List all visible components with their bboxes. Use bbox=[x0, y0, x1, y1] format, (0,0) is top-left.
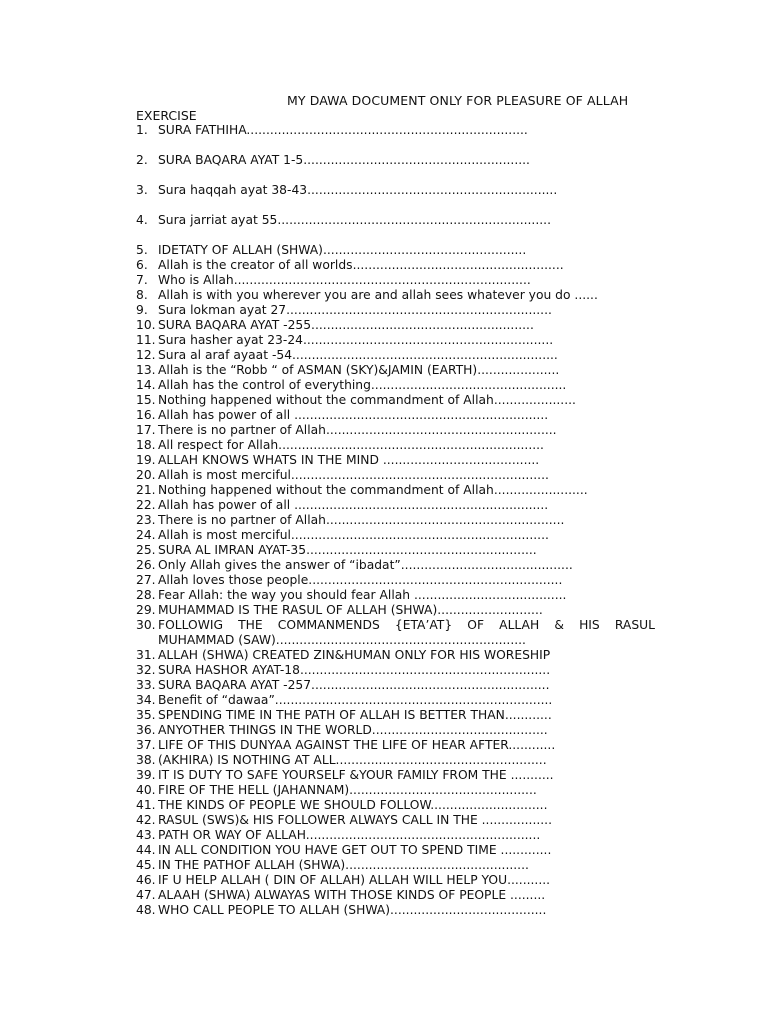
list-item bbox=[136, 798, 547, 813]
item-number: 5. bbox=[136, 243, 148, 257]
list-item bbox=[136, 573, 562, 588]
item-text: Allah is most merciful.................................................................. bbox=[158, 528, 549, 542]
item-number: 26. bbox=[136, 558, 156, 572]
item-text: Sura haqqah ayat 38-43................................................................ bbox=[158, 183, 558, 197]
item-number: 6. bbox=[136, 258, 148, 272]
item-text-continuation: MUHAMMAD (SAW)................................................................ bbox=[158, 633, 526, 647]
item-number: 15. bbox=[136, 393, 156, 407]
item-text: ALLAH (SHWA) CREATED ZIN&HUMAN ONLY FOR HIS WORESHIP bbox=[158, 648, 551, 662]
item-text: IF U HELP ALLAH ( DIN OF ALLAH) ALLAH WILL HELP YOU........... bbox=[158, 873, 551, 887]
item-text: LIFE OF THIS DUNYAA AGAINST THE LIFE OF HEAR AFTER............ bbox=[158, 738, 556, 752]
list-item bbox=[136, 603, 543, 618]
item-number: 28. bbox=[136, 588, 156, 602]
item-number: 7. bbox=[136, 273, 148, 287]
item-text: RASUL (SWS)& HIS FOLLOWER ALWAYS CALL IN THE .................. bbox=[158, 813, 552, 827]
item-text: Only Allah gives the answer of “ibadat”............................................ bbox=[158, 558, 573, 572]
item-text: IT IS DUTY TO SAFE YOURSELF &YOUR FAMILY FROM THE ........... bbox=[158, 768, 554, 782]
list-item bbox=[136, 243, 526, 258]
item-text: Allah is the “Robb “ of ASMAN (SKY)&JAMIN (EARTH)..................... bbox=[158, 363, 560, 377]
item-number: 30. bbox=[136, 618, 156, 632]
list-item bbox=[136, 378, 566, 393]
item-number: 14. bbox=[136, 378, 156, 392]
list-item bbox=[136, 828, 540, 843]
item-number: 8. bbox=[136, 288, 148, 302]
item-number: 20. bbox=[136, 468, 156, 482]
item-text: Allah has the control of everything.................................................. bbox=[158, 378, 567, 392]
item-text: FOLLOWIG THE COMMANMENDS {ETA’AT} OF ALLAH & HIS RASUL bbox=[158, 618, 655, 632]
list-item bbox=[136, 843, 551, 858]
list-item bbox=[136, 663, 550, 678]
item-text: Nothing happened without the commandment of Allah..................... bbox=[158, 393, 576, 407]
item-text: Allah has power of all ................................................................. bbox=[158, 408, 549, 422]
list-item bbox=[136, 453, 539, 468]
item-text: SURA BAQARA AYAT -255......................................................... bbox=[158, 318, 534, 332]
section-heading: EXERCISE bbox=[136, 108, 197, 123]
item-text: SURA BAQARA AYAT -257............................................................. bbox=[158, 678, 550, 692]
list-item bbox=[136, 513, 564, 528]
item-number: 47. bbox=[136, 888, 156, 902]
item-text: ALLAH KNOWS WHATS IN THE MIND ........................................ bbox=[158, 453, 540, 467]
item-number: 46. bbox=[136, 873, 156, 887]
item-number: 25. bbox=[136, 543, 156, 557]
item-number: 39. bbox=[136, 768, 156, 782]
item-number: 45. bbox=[136, 858, 156, 872]
list-item bbox=[136, 393, 576, 408]
list-item bbox=[136, 213, 551, 228]
list-item bbox=[136, 768, 554, 783]
list-item bbox=[136, 288, 598, 303]
item-text: IN THE PATHOF ALLAH (SHWA)............................................... bbox=[158, 858, 529, 872]
list-item bbox=[136, 723, 548, 738]
item-number: 10. bbox=[136, 318, 156, 332]
item-number: 17. bbox=[136, 423, 156, 437]
list-item bbox=[136, 558, 573, 573]
item-number: 9. bbox=[136, 303, 148, 317]
item-number: 24. bbox=[136, 528, 156, 542]
item-text: ALAAH (SHWA) ALWAYAS WITH THOSE KINDS OF PEOPLE ......... bbox=[158, 888, 546, 902]
item-number: 32. bbox=[136, 663, 156, 677]
item-number: 4. bbox=[136, 213, 148, 227]
item-text: ANYOTHER THINGS IN THE WORLD............................................. bbox=[158, 723, 548, 737]
item-text: SURA HASHOR AYAT-18................................................................ bbox=[158, 663, 551, 677]
item-text: Allah is with you wherever you are and allah sees whatever you do ...... bbox=[158, 288, 598, 302]
item-number: 22. bbox=[136, 498, 156, 512]
list-item bbox=[136, 363, 559, 378]
document-title: MY DAWA DOCUMENT ONLY FOR PLEASURE OF ALLAH bbox=[287, 93, 629, 108]
list-item bbox=[136, 468, 549, 483]
item-number: 33. bbox=[136, 678, 156, 692]
item-number: 2. bbox=[136, 153, 148, 167]
item-number: 27. bbox=[136, 573, 156, 587]
list-item bbox=[136, 423, 557, 438]
item-number: 37. bbox=[136, 738, 156, 752]
item-text: Allah is the creator of all worlds...................................................... bbox=[158, 258, 564, 272]
item-text: Sura al araf ayaat -54.................................................................... bbox=[158, 348, 558, 362]
list-item bbox=[136, 183, 557, 198]
list-item bbox=[136, 123, 528, 138]
item-text: Allah is most merciful.................................................................. bbox=[158, 468, 549, 482]
item-text: Who is Allah............................................................................ bbox=[158, 273, 531, 287]
item-text: IN ALL CONDITION YOU HAVE GET OUT TO SPEND TIME ............. bbox=[158, 843, 552, 857]
list-item bbox=[136, 648, 550, 663]
item-text: Fear Allah: the way you should fear Allah ....................................... bbox=[158, 588, 567, 602]
list-item bbox=[136, 753, 547, 768]
item-text: SPENDING TIME IN THE PATH OF ALLAH IS BETTER THAN............ bbox=[158, 708, 552, 722]
list-item bbox=[136, 348, 558, 363]
item-number: 3. bbox=[136, 183, 148, 197]
list-item bbox=[136, 618, 656, 648]
item-text: THE KINDS OF PEOPLE WE SHOULD FOLLOW.............................. bbox=[158, 798, 548, 812]
item-number: 36. bbox=[136, 723, 156, 737]
item-text: Nothing happened without the commandment of Allah........................ bbox=[158, 483, 588, 497]
list-item bbox=[136, 483, 588, 498]
item-number: 34. bbox=[136, 693, 156, 707]
list-item bbox=[136, 888, 545, 903]
item-text: WHO CALL PEOPLE TO ALLAH (SHWA)........................................ bbox=[158, 903, 547, 917]
item-text: Sura hasher ayat 23-24................................................................ bbox=[158, 333, 554, 347]
item-text: All respect for Allah.................................................................... bbox=[158, 438, 544, 452]
item-number: 31. bbox=[136, 648, 156, 662]
list-item bbox=[136, 318, 534, 333]
list-item bbox=[136, 153, 530, 168]
list-item bbox=[136, 438, 544, 453]
item-text: Allah loves those people................................................................. bbox=[158, 573, 563, 587]
item-number: 11. bbox=[136, 333, 156, 347]
list-item bbox=[136, 708, 552, 723]
item-number: 16. bbox=[136, 408, 156, 422]
item-text: FIRE OF THE HELL (JAHANNAM)................................................ bbox=[158, 783, 537, 797]
item-number: 38. bbox=[136, 753, 156, 767]
item-number: 42. bbox=[136, 813, 156, 827]
item-number: 40. bbox=[136, 783, 156, 797]
item-number: 48. bbox=[136, 903, 156, 917]
list-item bbox=[136, 528, 549, 543]
item-number: 12. bbox=[136, 348, 156, 362]
item-text: There is no partner of Allah........................................................... bbox=[158, 423, 557, 437]
list-item bbox=[136, 813, 552, 828]
item-text: SURA AL IMRAN AYAT-35........................................................... bbox=[158, 543, 537, 557]
item-text: Benefit of “dawaa”....................................................................... bbox=[158, 693, 553, 707]
item-number: 35. bbox=[136, 708, 156, 722]
item-text: PATH OR WAY OF ALLAH............................................................ bbox=[158, 828, 541, 842]
list-item bbox=[136, 543, 537, 558]
item-text: Sura jarriat ayat 55...................................................................... bbox=[158, 213, 551, 227]
list-item bbox=[136, 903, 546, 918]
list-item bbox=[136, 333, 553, 348]
list-item bbox=[136, 693, 552, 708]
item-text: Allah has power of all ................................................................. bbox=[158, 498, 549, 512]
item-text: SURA BAQARA AYAT 1-5.......................................................... bbox=[158, 153, 530, 167]
item-text: IDETATY OF ALLAH (SHWA).................................................... bbox=[158, 243, 527, 257]
list-item bbox=[136, 738, 555, 753]
list-item bbox=[136, 258, 564, 273]
item-text: There is no partner of Allah............................................................. bbox=[158, 513, 565, 527]
item-number: 1. bbox=[136, 123, 148, 137]
item-number: 18. bbox=[136, 438, 156, 452]
item-number: 29. bbox=[136, 603, 156, 617]
list-item bbox=[136, 588, 566, 603]
item-number: 19. bbox=[136, 453, 156, 467]
list-item bbox=[136, 303, 552, 318]
item-text: SURA FATHIHA........................................................................ bbox=[158, 123, 528, 137]
list-item bbox=[136, 873, 550, 888]
item-number: 21. bbox=[136, 483, 156, 497]
item-number: 13. bbox=[136, 363, 156, 377]
list-item bbox=[136, 273, 531, 288]
list-item bbox=[136, 783, 537, 798]
item-number: 41. bbox=[136, 798, 156, 812]
item-number: 44. bbox=[136, 843, 156, 857]
item-text: Sura lokman ayat 27.................................................................... bbox=[158, 303, 552, 317]
item-text: MUHAMMAD IS THE RASUL OF ALLAH (SHWA)........................... bbox=[158, 603, 543, 617]
item-number: 23. bbox=[136, 513, 156, 527]
item-number: 43. bbox=[136, 828, 156, 842]
list-item bbox=[136, 498, 548, 513]
list-item bbox=[136, 408, 548, 423]
item-text: (AKHIRA) IS NOTHING AT ALL...................................................... bbox=[158, 753, 547, 767]
list-item bbox=[136, 858, 529, 873]
list-item bbox=[136, 678, 550, 693]
